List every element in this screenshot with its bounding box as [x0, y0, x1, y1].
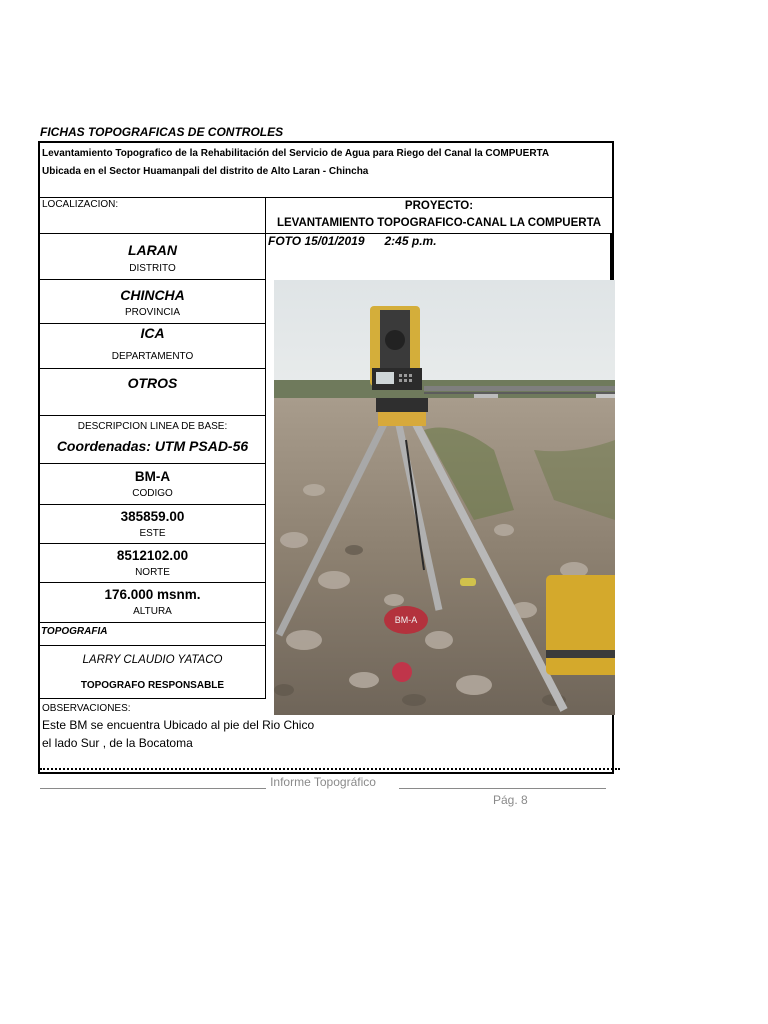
site-photo — [274, 280, 615, 715]
project-title-line-2: Ubicada en el Sector Huamanpali del distrito de Alto Laran - Chincha — [42, 166, 369, 177]
baseline-cell — [40, 416, 266, 464]
location-fields — [40, 234, 266, 699]
photo-marker-text: BM-A — [394, 615, 418, 625]
project-title-block — [40, 143, 612, 198]
departamento-label: DEPARTAMENTO — [111, 351, 194, 362]
distrito-label: DISTRITO — [129, 263, 176, 274]
norte-label: NORTE — [135, 567, 170, 578]
photo-caption: FOTO 15/01/2019 2:45 p.m. — [268, 234, 437, 248]
codigo-value: BM-A — [134, 469, 171, 484]
page-number: Pág. 8 — [493, 793, 528, 807]
codigo-cell — [40, 464, 266, 505]
topografia-cell — [40, 623, 266, 646]
distrito-value: LARAN — [128, 242, 177, 258]
provincia-cell — [40, 280, 266, 324]
otros-cell — [40, 369, 266, 416]
departamento-cell — [40, 324, 266, 369]
norte-cell — [40, 544, 266, 583]
altura-cell — [40, 583, 266, 623]
footer-rule-left — [40, 788, 266, 789]
proyecto-value: LEVANTAMIENTO TOPOGRAFICO-CANAL LA COMPUERTA — [276, 217, 602, 229]
document-heading: FICHAS TOPOGRAFICAS DE CONTROLES — [40, 125, 284, 139]
otros-value: OTROS — [127, 375, 178, 391]
departamento-value: ICA — [140, 325, 165, 341]
topografia-label: TOPOGRAFIA — [41, 626, 108, 637]
altura-label: ALTURA — [133, 606, 172, 617]
proyecto-block — [266, 198, 612, 234]
footer-label: Informe Topográfico — [270, 775, 376, 789]
proyecto-label: PROYECTO: — [404, 200, 474, 212]
provincia-label: PROVINCIA — [124, 307, 180, 318]
norte-value: 8512102.00 — [116, 548, 189, 563]
localizacion-label: LOCALIZACION: — [40, 198, 266, 234]
topografo-cell — [40, 646, 266, 699]
baseline-value: Coordenadas: UTM PSAD-56 — [56, 438, 249, 454]
observaciones-line-1: Este BM se encuentra Ubicado al pie del Rio Chico — [42, 718, 315, 732]
altura-value: 176.000 msnm. — [104, 587, 201, 602]
observaciones-line-2: el lado Sur , de la Bocatoma — [42, 736, 193, 750]
provincia-value: CHINCHA — [120, 287, 185, 303]
este-value: 385859.00 — [120, 509, 185, 524]
dotted-rule — [40, 766, 620, 770]
observaciones-label: OBSERVACIONES: — [42, 703, 131, 714]
este-cell — [40, 505, 266, 544]
footer-rule-right — [399, 788, 606, 789]
topografo-label: TOPOGRAFO RESPONSABLE — [80, 680, 225, 691]
project-title-line-1: Levantamiento Topografico de la Rehabilitación del Servicio de Agua para Riego del Canal la COMPUERTA — [42, 148, 550, 159]
baseline-label: DESCRIPCION LINEA DE BASE: — [77, 421, 228, 432]
topografo-name: LARRY CLAUDIO YATACO — [82, 654, 223, 666]
este-label: ESTE — [139, 528, 166, 539]
codigo-label: CODIGO — [132, 488, 173, 499]
distrito-cell — [40, 234, 266, 280]
